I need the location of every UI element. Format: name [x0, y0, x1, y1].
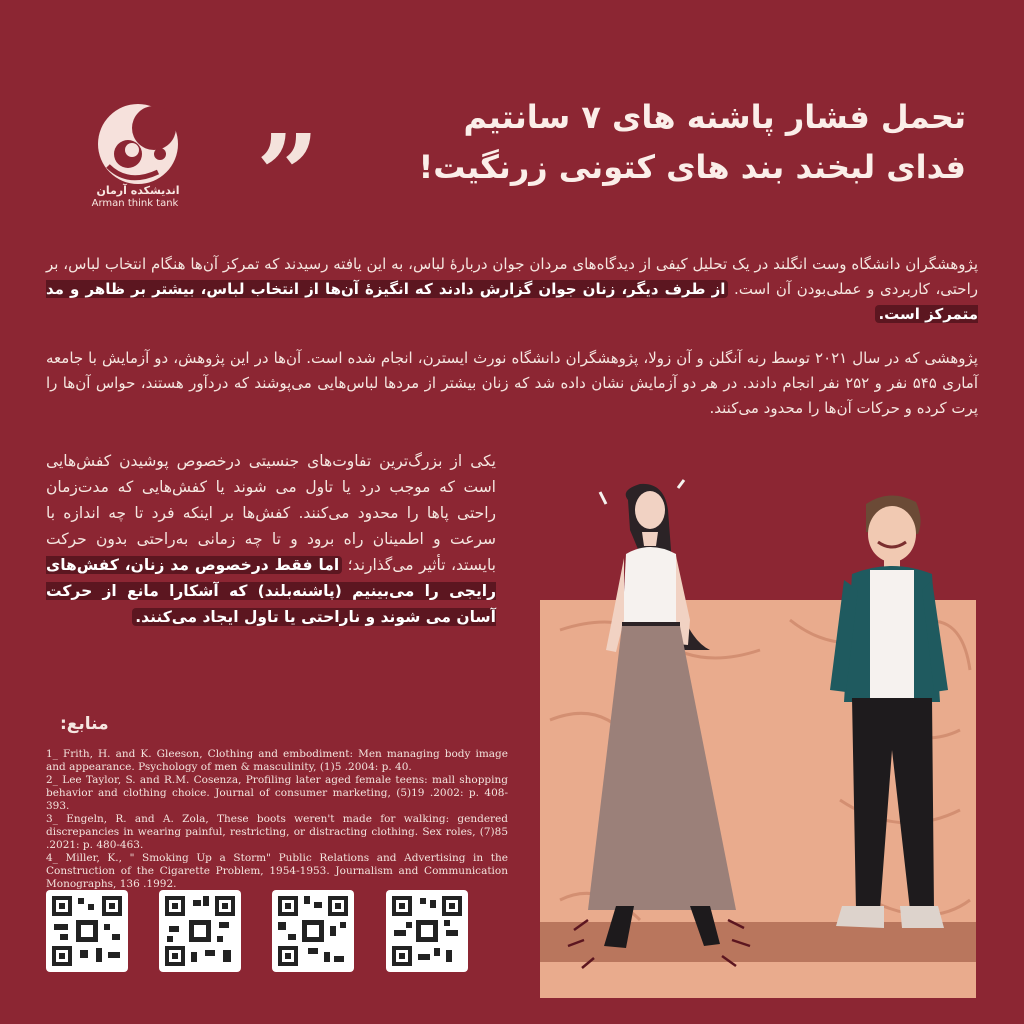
- sources-title: منابع:: [60, 714, 109, 734]
- pain-lines: [568, 920, 750, 968]
- paragraph-1: [46, 252, 978, 327]
- paragraph-2: [46, 346, 978, 421]
- references-list: [46, 748, 508, 891]
- paragraph-1-text: پژوهشگران دانشگاه وست انگلند در یک تحلیل کیفی از دیدگاه‌های مردان جوان دربارهٔ لباس، به این یافته رسیدند که تمرکز آن‌ها هنگام انتخاب لباس، بر راحتی، کاربردی و عملی‌بودن آن است.: [46, 255, 978, 298]
- qr-code-row: [46, 890, 486, 974]
- couple-illustration: [560, 470, 1000, 970]
- qr-icon[interactable]: [46, 890, 128, 972]
- woman-figure: [588, 480, 736, 948]
- brand-name-fa: اندیشکده آرمان: [96, 184, 180, 197]
- headline-line-2: فدای لبخند بند های کتونی زرنگیت!: [418, 148, 966, 186]
- man-figure: [830, 495, 948, 928]
- paragraph-3-text: یکی از بزرگ‌ترین تفاوت‌های جنسیتی درخصوص پوشیدن کفش‌هایی است که موجب درد یا تاول می شوند یا کفش‌هایی که مدت‌زمان راحتی پاها را محدود می‌کنند. کفش‌ها بر اینکه فرد تا چه اندازه با سرعت و اطمینان راه برود و تا چه زمانی به‌راحتی بدون حرکت بایستد، تأثیر می‌گذارند؛: [46, 452, 497, 574]
- paragraph-3-highlight: اما فقط درخصوص مد زنان، کفش‌های رایجی را می‌بینیم (پاشنه‌بلند) که آشکارا مانع از حرکت آسان می شوند و ناراحتی یا تاول ایجاد می‌کنند.: [46, 556, 496, 626]
- paragraph-3: [46, 448, 496, 630]
- quote-mark-icon: ”: [256, 110, 320, 239]
- qr-icon[interactable]: [272, 890, 354, 972]
- paragraph-1-highlight: از طرف دیگر، زنان جوان گزارش دادند که انگیزهٔ آن‌ها از انتخاب لباس، بیشتر بر ظاهر و مد متمرکز است.: [46, 280, 978, 323]
- brand-name-en: Arman think tank: [91, 198, 179, 209]
- qr-icon[interactable]: [159, 890, 241, 972]
- reference-item: 2_ Lee Taylor, S. and R.M. Cosenza, Profiling later aged female teens: mall shopping behavior and clothing choice. Journal of consumer marketing, (5)19 .2002: p. 408-393.: [46, 774, 508, 812]
- headline-line-1: تحمل فشار پاشنه های ۷ سانتیم: [463, 98, 966, 136]
- reference-item: 4_ Miller, K., " Smoking Up a Storm" Public Relations and Advertising in the Construction of the Cigarette Problem, 1954-1953. Journalism and Communication Monographs, 136 .1992.: [46, 852, 508, 890]
- reference-item: 3_ Engeln, R. and A. Zola, These boots weren't made for walking: gendered discrepancies in wearing painful, restricting, or distracting clothing. Sex roles, (7)85 .2021: p. 480-463.: [46, 813, 508, 851]
- headline: [326, 92, 966, 192]
- paragraph-2-text: پژوهشی که در سال ۲۰۲۱ توسط رنه آنگلن و آن زولا، پژوهشگران دانشگاه نورث ایسترن، انجام شده است. آن‌ها در این پژوهش، دو آزمایش با جامعه آماری ۵۴۵ نفر و ۲۵۲ نفر انجام دادند. در هر دو آزمایش نشان داده شد که زنان بیشتر از مردها لباس‌هایی می‌پوشند که دردآور هستند، حواس آن‌ها را پرت کرده و حرکات آن‌ها را محدود می‌کنند.: [46, 349, 979, 417]
- qr-icon[interactable]: [386, 890, 468, 972]
- reference-item: 1_ Frith, H. and K. Gleeson, Clothing and embodiment: Men managing body image and appearance. Psychology of men & masculinity, (1)5 .2004: p. 40.: [46, 748, 508, 773]
